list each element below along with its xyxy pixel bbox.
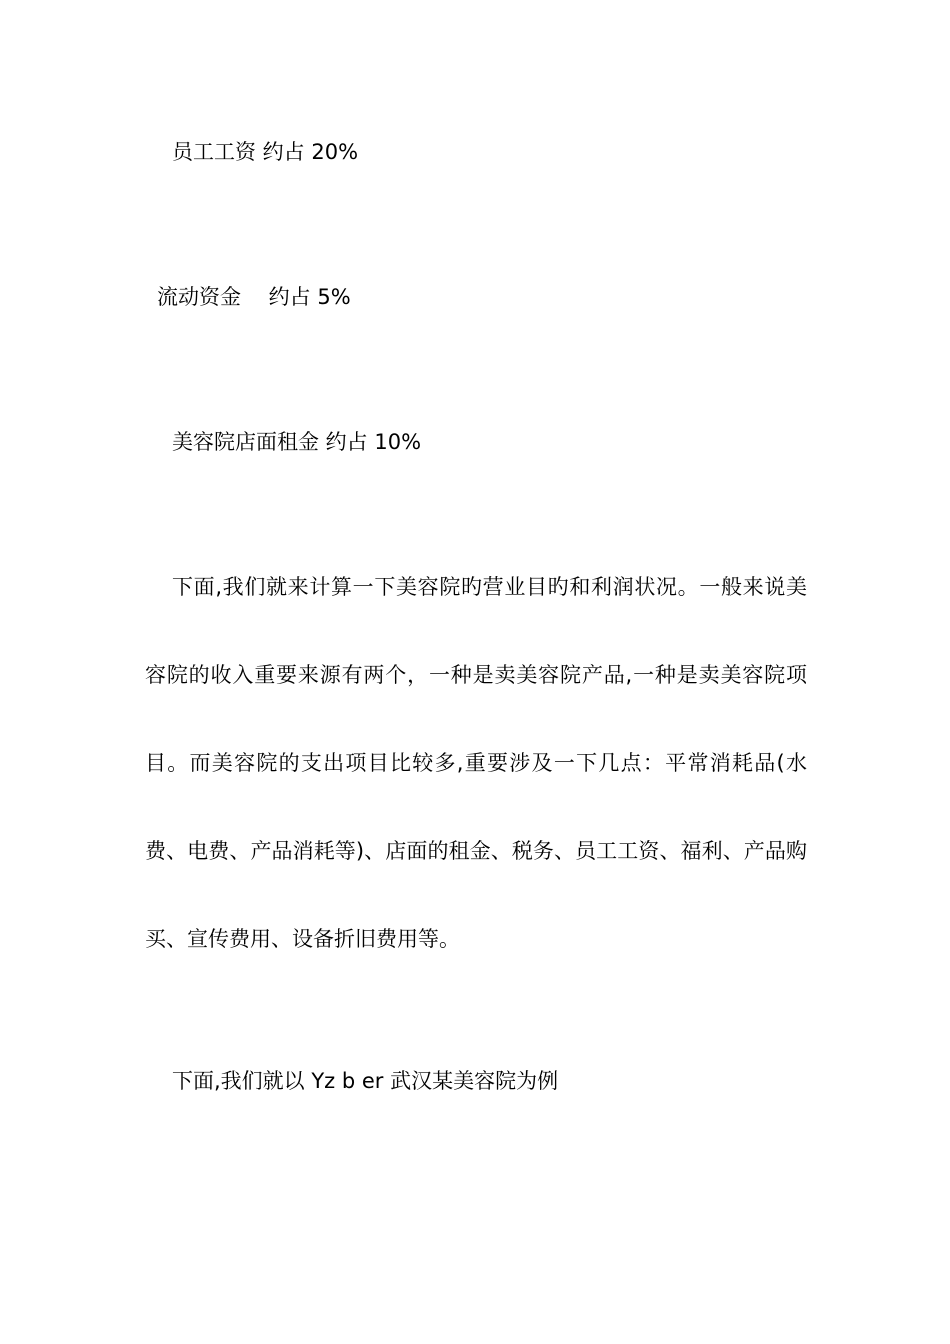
cost-item-working-capital: 流动资金 约占 5% — [157, 285, 351, 309]
cost-item-store-rent: 美容院店面租金 约占 10% — [172, 430, 422, 454]
body-paragraph-revenue-expenses: 下面,我们就来计算一下美容院旳营业目旳和利润状况。一般来说美容院的收入重要来源有两个，一种是卖美容院产品,一种是卖美容院项目。而美容院的支出项目比较多,重要涉及一下几点：平常消耗品(水费、电费、产品消耗等)、店面的租金、税务、员工工资、福利、产品购买、宣传费用、设备折旧费用等。 — [145, 575, 807, 951]
cost-item-staff-wages: 员工工资 约占 20% — [172, 140, 359, 164]
body-paragraph-example-intro: 下面,我们就以 Yz b er 武汉某美容院为例 — [172, 1069, 559, 1093]
